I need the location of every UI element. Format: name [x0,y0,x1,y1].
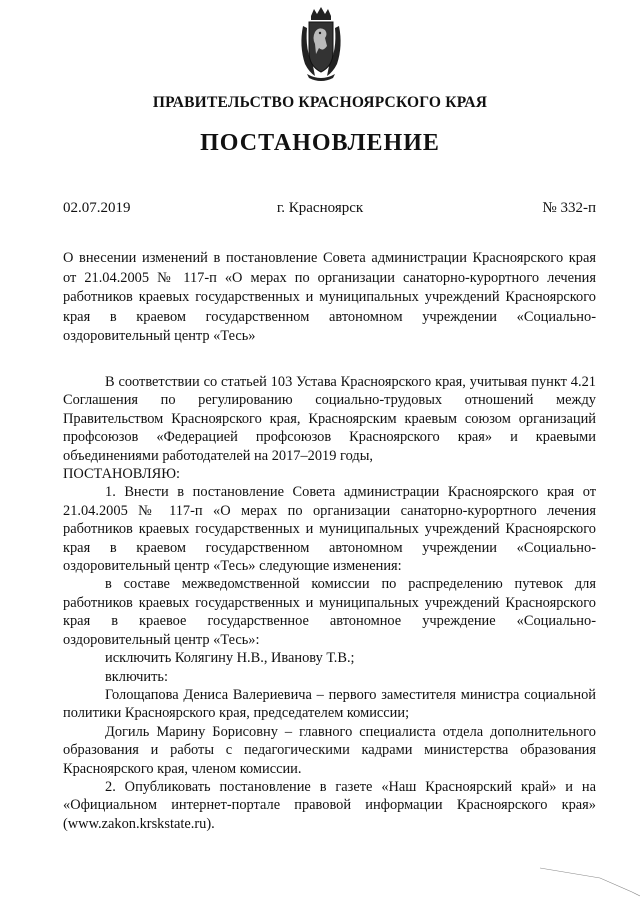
item-1-paragraph: 1. Внести в постановление Совета администрации Красноярского края от 21.04.2005 № 117-п «О мерах по организации санаторно-курортного лечения работников краевых государственных и муниципальных учреждений Красноярского края в краевом государственном автономном учреждении «Социально-оздоровительный центр «Тесь» следующие изменения: [63,484,596,575]
document-city: г. Красноярск [276,200,364,216]
document-type-heading: ПОСТАНОВЛЕНИЕ [200,130,440,156]
person-2-paragraph: Догиль Марину Борисовну – главного специалиста отдела дополнительного образования и работы с педагогическими кадрами министерства образования Красноярского края, членом комиссии. [63,723,596,777]
organization-name: ПРАВИТЕЛЬСТВО КРАСНОЯРСКОГО КРАЯ [152,94,488,111]
item-1-intro-paragraph: в составе межведомственной комиссии по распределению путевок для работников краевых государственных и муниципальных учреждений Красноярского края в краевое государственное автономное учреждение «Социально-оздоровительный центр «Тесь»: [63,576,596,648]
document-number: № 332-п [542,200,596,216]
document-body [63,373,596,833]
resolve-word: ПОСТАНОВЛЯЮ: [63,466,181,483]
document-title: О внесении изменений в постановление Совета администрации Красноярского края от 21.04.2005 № 117-п «О мерах по организации санаторно-курортного лечения работников краевых государственных и муниципальных учреждений Красноярского края в краевом государственном автономном учреждении «Социально-оздоровительный центр «Тесь» [63,250,596,344]
preamble-paragraph: В соответствии со статьей 103 Устава Красноярского края, учитывая пункт 4.21 Соглашения по регулированию социально-трудовых отношений между Правительством Красноярского края, Красноярским краевым союзом организаций профсоюзов «Федерацией профсоюзов Красноярского края» и краевыми объединениями работодателей на 2017–2019 годы, [63,374,596,464]
person-1-paragraph: Голощапова Дениса Валериевича – первого заместителя министра социальной политики Красноярского края, председателем комиссии; [63,686,596,722]
item-2-paragraph: 2. Опубликовать постановление в газете «Наш Красноярский край» и на «Официальном интернет-портале правовой информации Красноярского края» (www.zakon.krskstate.ru). [63,778,596,832]
document-date: 02.07.2019 [63,200,131,216]
scan-edge-mark [0,866,640,905]
exclude-paragraph: исключить Колягину Н.В., Иванову Т.В.; [105,650,355,667]
coat-of-arms-icon [297,6,345,84]
include-paragraph: включить: [105,668,168,685]
